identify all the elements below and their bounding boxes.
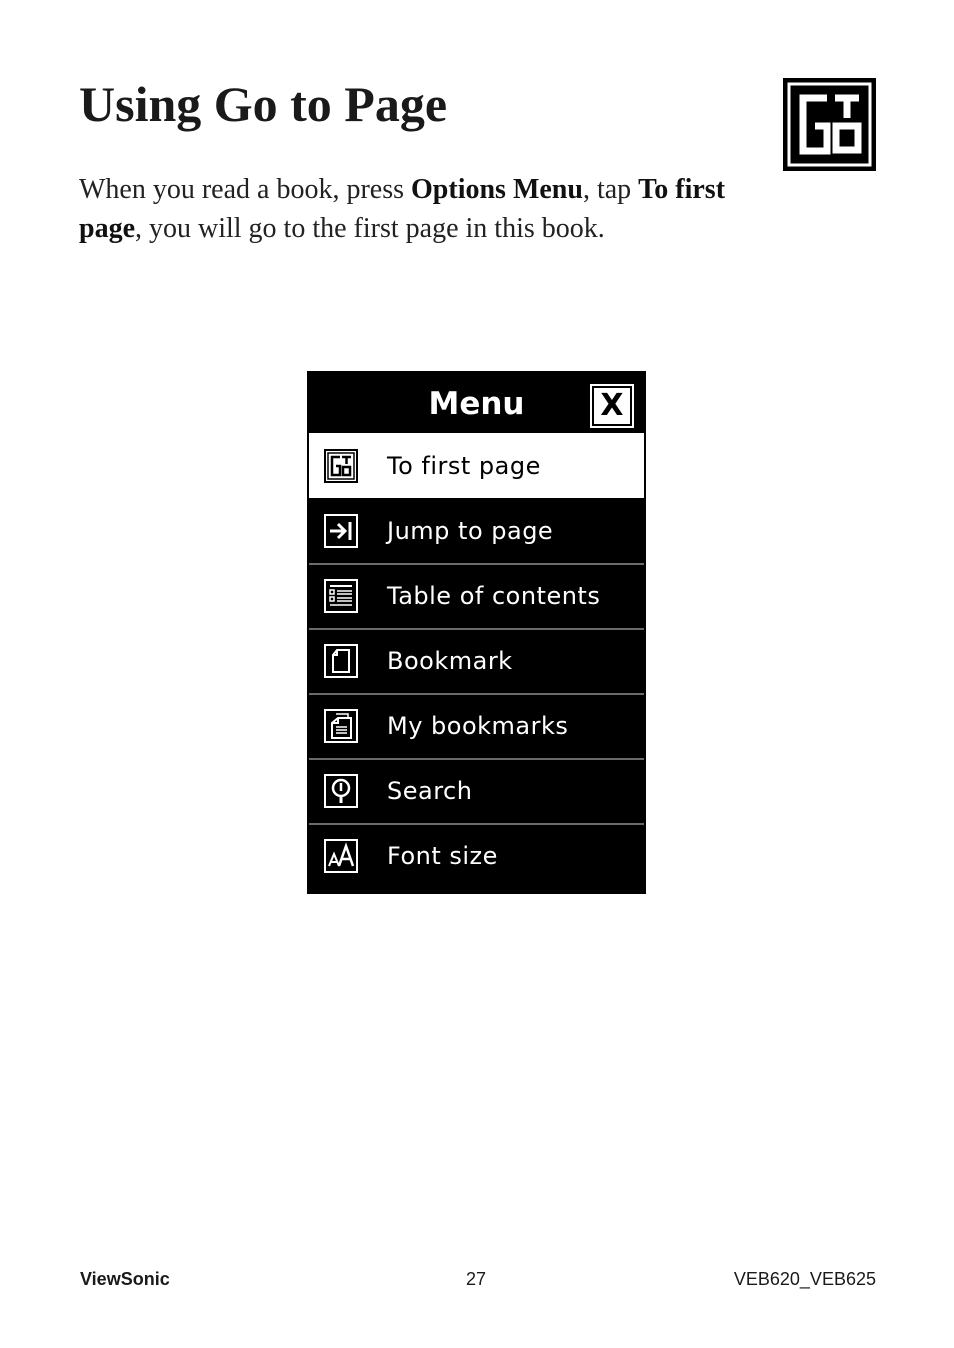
menu-item-table-of-contents[interactable] [309,565,644,630]
intro-text-3: , you will go to the first page in this book. [135,213,605,244]
footer-page-number: 27 [466,1269,487,1289]
menu-item-label: Bookmark [387,647,513,675]
menu-item-label: My bookmarks [387,712,569,740]
jump-arrow-icon [324,514,358,548]
go-to-page-icon [783,78,876,171]
intro-bold-options-menu: Options Menu [411,174,583,205]
menu-item-search[interactable] [309,760,644,825]
menu-item-label: Table of contents [387,582,601,610]
list-icon [324,579,358,613]
page-title: Using Go to Page [79,76,448,132]
go-to-icon [324,449,358,483]
intro-text-2: , tap [582,174,639,205]
intro-text-1: When you read a book, press [79,174,412,205]
menu-item-jump-to-page[interactable] [309,500,644,565]
bookmarks-stack-icon [324,709,358,743]
intro-bold-to-first-page: To first page [79,174,726,244]
search-icon [324,774,358,808]
menu-title: Menu [428,386,525,422]
menu-list [309,435,644,888]
menu-item-to-first-page[interactable] [309,435,644,500]
font-size-icon [324,839,358,873]
menu-header [309,373,644,435]
menu-item-label: Search [387,777,473,805]
menu-item-bookmark[interactable] [309,630,644,695]
menu-item-font-size[interactable] [309,825,644,888]
menu-item-label: Jump to page [387,517,554,545]
options-menu [307,371,646,894]
menu-item-label: Font size [387,842,498,870]
menu-close-button[interactable]: X [592,386,632,426]
menu-item-label: To first page [387,452,541,480]
footer-brand: ViewSonic [80,1269,170,1289]
bookmark-page-icon [324,644,358,678]
menu-item-my-bookmarks[interactable] [309,695,644,760]
footer-model: VEB620_VEB625 [733,1269,876,1289]
intro-paragraph [79,170,779,248]
